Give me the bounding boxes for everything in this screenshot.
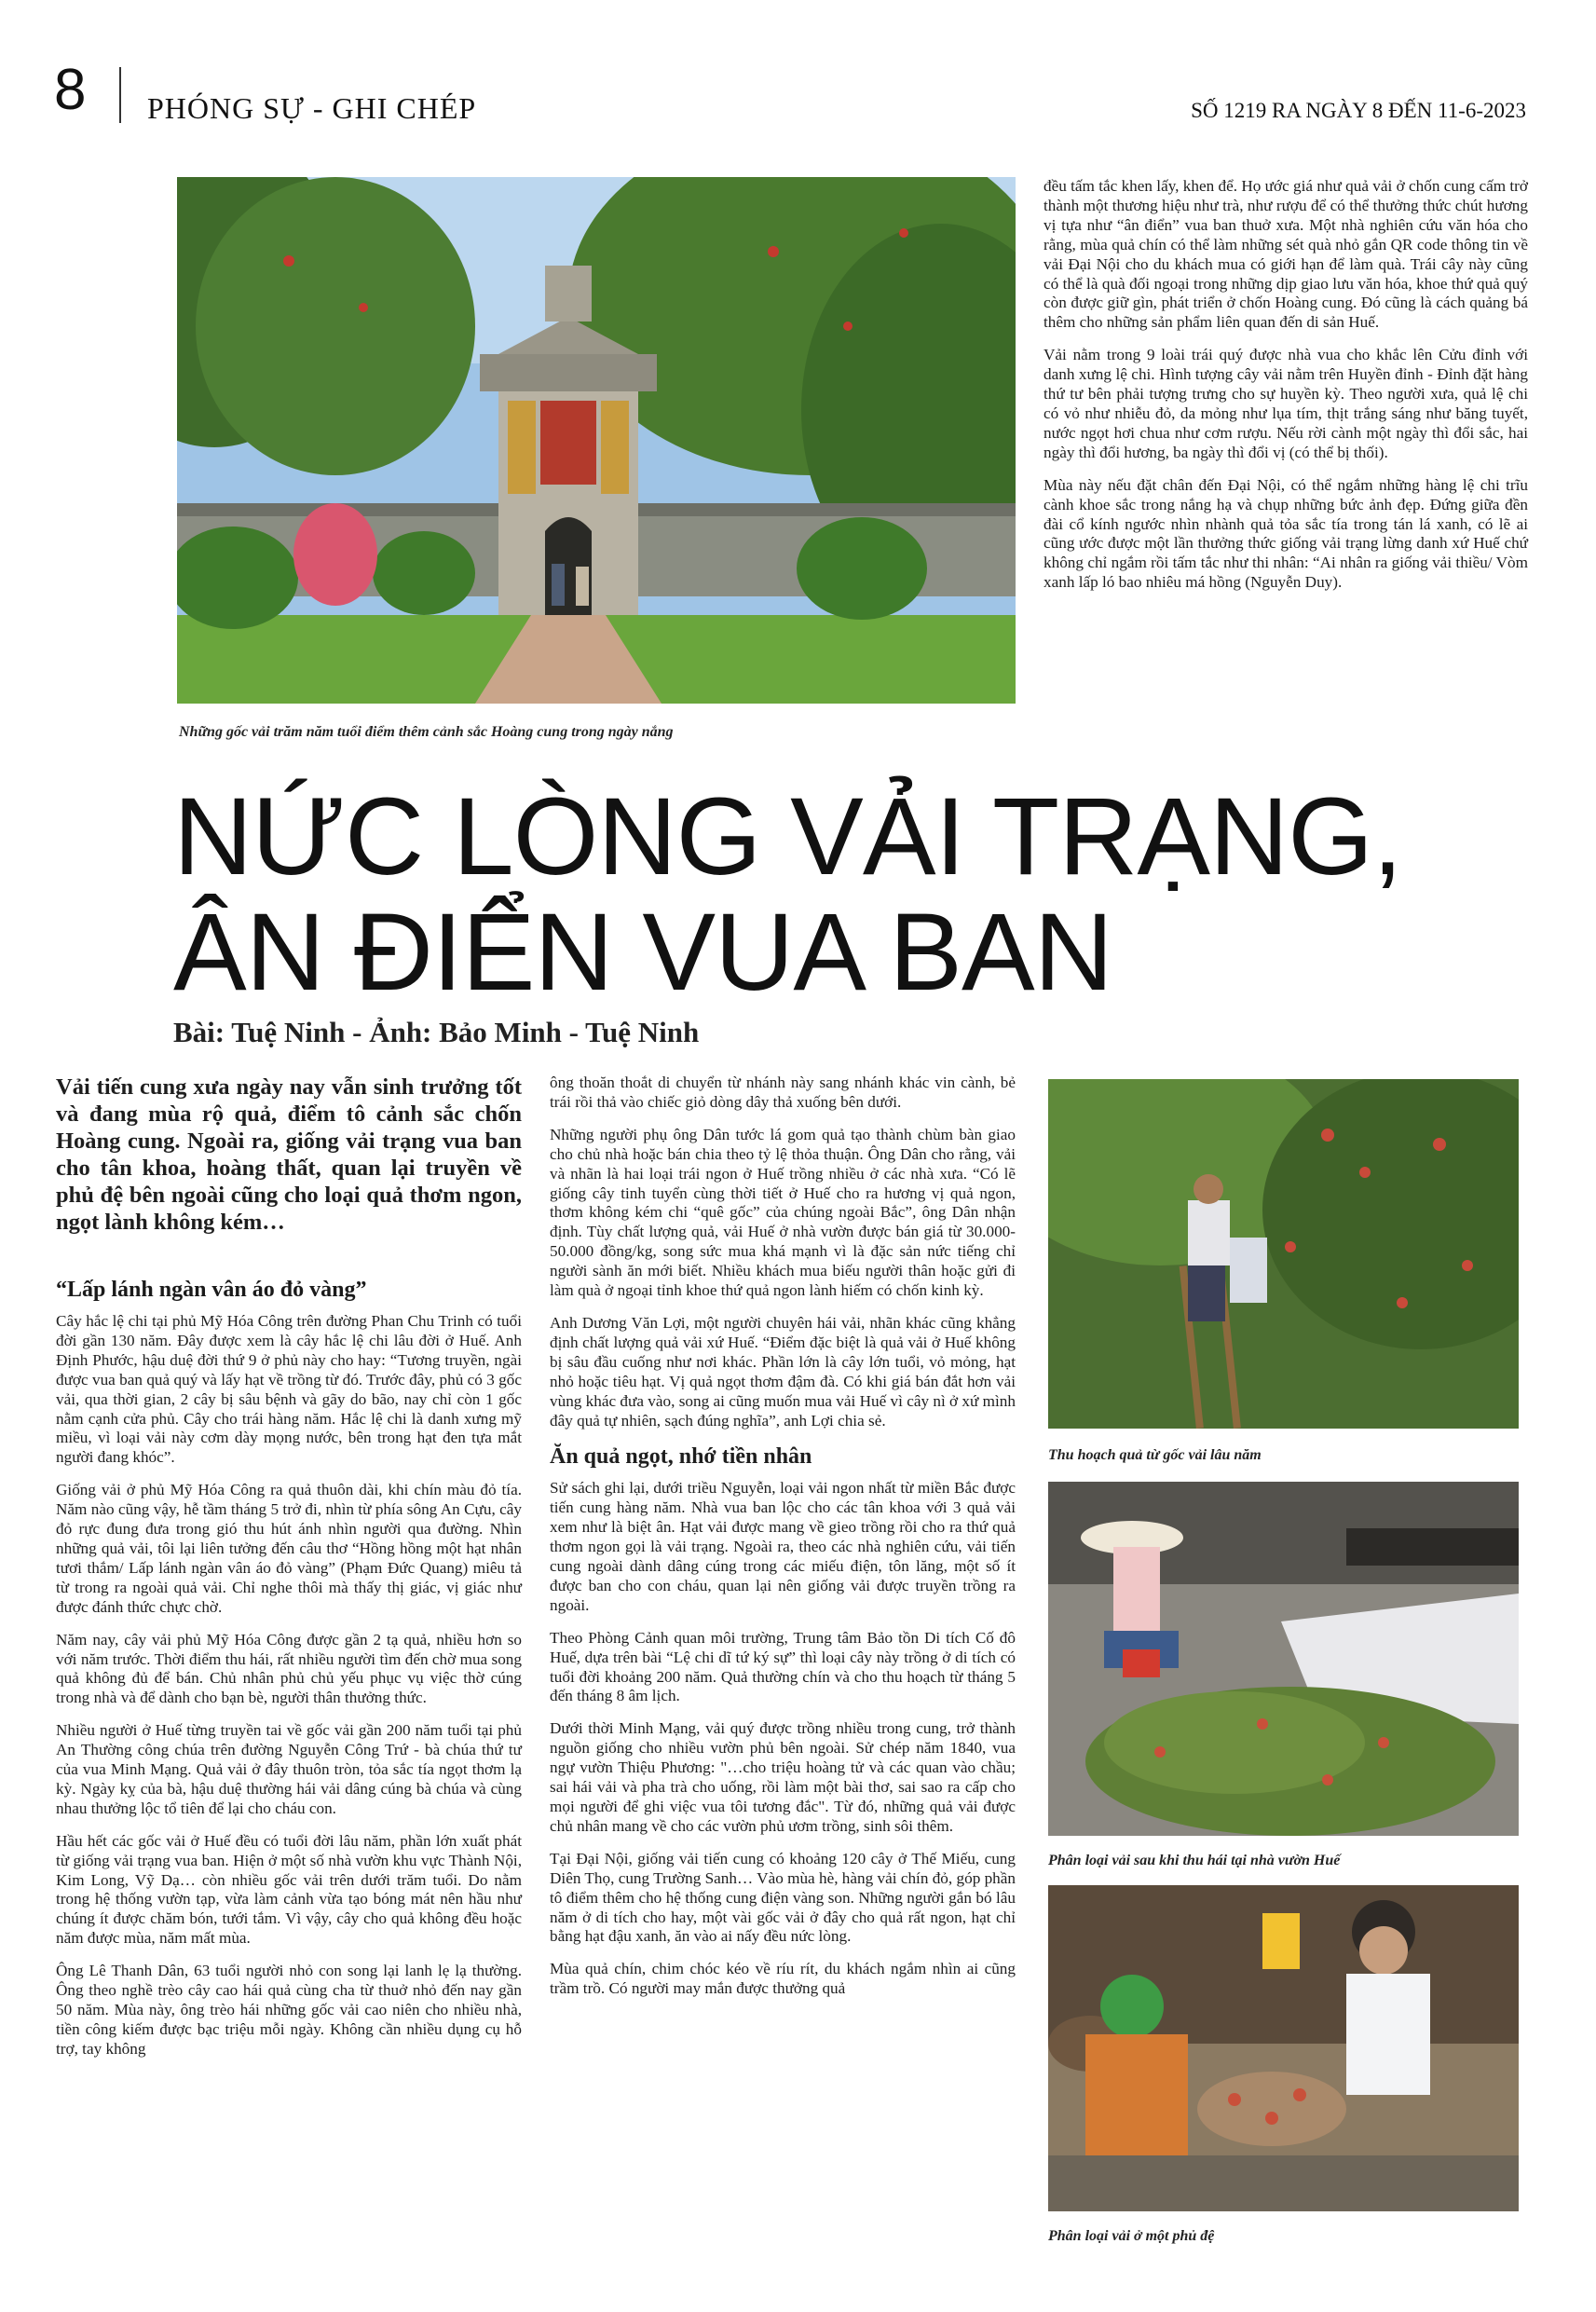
photo-harvest-caption: Thu hoạch quả từ gốc vải lâu năm [1048,1447,1262,1463]
photo-mansion-caption: Phân loại vải ở một phủ đệ [1048,2228,1215,2244]
paragraph: Sử sách ghi lại, dưới triều Nguyễn, loại vải ngon nhất từ miền Bắc được tiến cung hàng năm. Nhà vua ban lộc cho các tân khoa với 3 quả vải xem như là biệt ân. Hạt vải được mang về gieo trồng rồi cho ra thứ quả thơm ngon gọi là vải trạng. Ngoài ra, theo các nhà nghiên cứu, vải tiến cung ngoài dành dâng cúng trong các miếu điện, tôn lăng, một số ít được ban cho con cháu, quan lại nên giống vải được truyền trồng ra ngoài. [550,1479,1016,1614]
paragraph: Theo Phòng Cảnh quan môi trường, Trung tâm Bảo tồn Di tích Cố đô Huế, dựa trên bài “Lệ chi dĩ tứ ký sự” thì loại cây này trồng ở di tích có tuổi đời khoảng 200 năm. Quả thường chín và cho thu hoạch từ tháng 5 đến tháng 8 âm lịch. [550,1628,1016,1705]
paragraph: Vải nằm trong 9 loài trái quý được nhà vua cho khắc lên Cửu đỉnh với danh xưng lệ chi. Hình tượng cây vải nằm trên Huyền đỉnh - Đỉnh đặt hàng thứ tư bên phải tượng trưng cho sự huyền kỳ. Theo người xưa, quả lệ chi có vỏ như nhiễu đỏ, da mỏng như lụa tím, thịt trắng sáng như băng tuyết, nước ngọt hơi chua như cơm rượu. Nếu rời cành một ngày thì đổi sắc, hai ngày thì đổi hương, ba ngày thì đổi vị (có thể bị thối). [1044,346,1528,461]
subhead-2: Ăn quả ngọt, nhớ tiền nhân [550,1444,812,1470]
paragraph: Giống vải ở phủ Mỹ Hóa Công ra quả thuôn dài, khi chín màu đỏ tía. Năm nào cũng vậy, hễ tầm tháng 5 trở đi, nhìn từ phía sông An Cựu, cây đỏ rực đung đưa trong gió thu hút ánh nhìn người qua đường. Nhìn những quả vải, tôi lại liên tưởng đến câu thơ “Hồng hồng một hạt nhân tươi thắm/ Lấp lánh ngàn vân áo đỏ vàng” (Phạm Đức Quang) miêu tả từ trong ra ngoài quả vải. Chỉ nghe thôi mà thấy thị giác, vị giác như được đánh thức chực chờ. [56,1481,522,1616]
top-photo-caption: Những gốc vải trăm năm tuổi điểm thêm cảnh sắc Hoàng cung trong ngày nắng [179,724,674,740]
header-divider [119,67,121,123]
paragraph: Dưới thời Minh Mạng, vải quý được trồng nhiều trong cung, trở thành nguồn giống cho nhiều vườn phủ bên ngoài. Sử chép năm 1840, vua ngự vườn Thiệu Phương: "…cho triệu hoàng tử và các quan vào chầu; sai hái vải và pha trà cho uống, rồi làm một bài thơ, sai sao ra cấp cho mọi người để ghi việc vua tôi tương đắc". Từ đó, những quả vải được chủ nhân mang về cho các vườn phủ ươm trồng, sinh sôi thêm. [550,1719,1016,1835]
section-title: PHÓNG SỰ - GHI CHÉP [147,91,477,125]
paragraph: đều tấm tắc khen lấy, khen để. Họ ước giá như quả vải ở chốn cung cấm trở thành một thương hiệu như trà, như rượu để có thể thưởng thức chút hương vị tựa như “ân điển” vua ban thuở xưa. Một nhà nghiên cứu văn hóa cho rằng, mùa quả chín có thể làm những sét quà nhỏ gắn QR code thông tin về vải Đại Nội cho du khách mua có giới hạn để làm quà. Trái cây này cũng có thể là quà đối ngoại trong những dịp giao lưu văn hóa, khoe thứ quả quý còn được giữ gìn, phát triển ở chốn Hoàng cung. Đó cũng là cách quảng bá thêm cho những sản phẩm liên quan đến di sản Huế. [1044,177,1528,332]
paragraph: Cây hắc lệ chi tại phủ Mỹ Hóa Công trên đường Phan Chu Trinh có tuổi đời gần 130 năm. Đây được xem là cây hắc lệ chi lâu đời ở Huế. Anh Định Phước, hậu duệ đời thứ 9 ở phủ này cho hay: “Tương truyền, ngài được vua ban quả quý và lấy hạt về trồng từ đó. Trước đây, phủ có 3 gốc vải, qua thời gian, 2 cây bị sâu bệnh và gãy do bão, nay chỉ còn 1 gốc nằm cạnh cửa phủ. Cây cho trái hàng năm. Hắc lệ chi là danh xưng mỹ miều, vì loại vải này cơm dày mọng nước, bên trong hạt đen tựa mắt người đang khóc”. [56,1312,522,1467]
paragraph: Tại Đại Nội, giống vải tiến cung có khoảng 120 cây ở Thế Miếu, cung Diên Thọ, cung Trường Sanh… Vào mùa hè, hàng vải chín đỏ, góp phần tô điểm thêm cho hệ thống cung điện vàng son. Những người gắn bó lâu năm ở di tích cho hay, một vài gốc vải ở đây cho quả rất ngon, hạt chỉ bằng hạt đậu xanh, ăn vào ai nấy đều nức lòng. [550,1849,1016,1946]
photo-sorting-caption: Phân loại vải sau khi thu hái tại nhà vườn Huế [1048,1853,1341,1868]
photo-harvest [1048,1079,1519,1429]
photo-sorting [1048,1482,1519,1836]
paragraph: Hầu hết các gốc vải ở Huế đều có tuổi đời lâu năm, phần lớn xuất phát từ giống vải trạng vua ban. Hiện ở một số nhà vườn khu vực Thành Nội, Kim Long, Vỹ Dạ… còn nhiều gốc vải trên dưới trăm tuổi. Do nằm trong hệ thống vườn tạp, vừa làm cảnh vừa tạo bóng mát nên hầu như chúng ít được chăm bón, tưới tắm. Vì vậy, cây cho quả không đều hoặc năm được mùa, năm mất mùa. [56,1831,522,1948]
column-2 [550,1074,1016,2012]
paragraph: ông thoăn thoắt di chuyển từ nhánh này sang nhánh khác vin cành, bẻ trái rồi thả vào chiếc giỏ dòng dây thả xuống bên dưới. [550,1074,1016,1111]
paragraph: Mùa quả chín, chim chóc kéo về ríu rít, du khách ngắm nhìn ai cũng trầm trồ. Có người may mắn được thưởng quả [550,1960,1016,1998]
photo-mansion [1048,1885,1519,2211]
top-photo [177,177,1016,704]
column-1 [56,1074,522,2073]
paragraph: Ông Lê Thanh Dân, 63 tuổi người nhỏ con song lại lanh lẹ lạ thường. Ông theo nghề trèo cây cao hái quả cùng cha từ thuở nhỏ đến nay gần 50 năm. Mùa này, ông trèo hái những gốc vải cao niên cho nhiều nhà, tiền công kiếm được bạc triệu mỗi ngày. Không cần nhiều dụng cụ hỗ trợ, tay không [56,1962,522,2058]
top-right-column [1044,177,1528,606]
page-number: 8 [54,58,87,122]
issue-info: SỐ 1219 RA NGÀY 8 ĐẾN 11-6-2023 [1191,99,1526,122]
title-line-2: ÂN ĐIỂN VUA BAN [173,891,1112,1014]
paragraph: Mùa này nếu đặt chân đến Đại Nội, có thể ngắm những hàng lệ chi trĩu cành khoe sắc trong nắng hạ và chụp những bức ảnh đẹp. Đứng giữa đền đài cổ kính ngước nhìn nhành quả tỏa sắc tía trong tán lá xanh, có lẽ ai cũng ước được một lần thưởng thức giống vải trạng lừng danh xứ Huế chứ không chỉ ngắm rồi tấm tắc như thi nhân: “Ai nhân ra giống vải thiều/ Vòm xanh lấp ló bao nhiêu má hồng (Nguyễn Duy). [1044,475,1528,592]
paragraph: Anh Dương Văn Lợi, một người chuyên hái vải, nhãn khác cũng khẳng định chất lượng quả vải xứ Huế. “Điểm đặc biệt là quả vải ở Huế không bị sâu đầu cuống như nơi khác. Phần lớn là cây lớn tuổi, vỏ mỏng, hạt nhỏ hoặc tiêu hạt. Vị quả ngọt thơm đậm đà. Có khi giá bán đắt hơn vải vùng khác đưa vào, song ai cũng muốn mua vải Huế vì cây nì ở xứ mình đây quả tự nhiên, sạch đúng nghĩa”, anh Lợi chia sẻ. [550,1313,1016,1430]
paragraph: Năm nay, cây vải phủ Mỹ Hóa Công được gần 2 tạ quả, nhiều hơn so với năm trước. Thời điểm thu hái, rất nhiều người tìm đến chờ mua song quả không đủ để bán. Chủ nhân phủ chủ yếu phục vụ việc thờ cúng trong nhà và để dành cho bạn bè, người thân thưởng thức. [56,1630,522,1707]
subhead-1: “Lấp lánh ngàn vân áo đỏ vàng” [56,1278,367,1302]
article-title [173,775,1402,1014]
byline: Bài: Tuệ Ninh - Ảnh: Bảo Minh - Tuệ Ninh [173,1016,700,1048]
lead-paragraph: Vải tiến cung xưa ngày nay vẫn sinh trưởng tốt và đang mùa rộ quả, điểm tô cảnh sắc chốn Hoàng cung. Ngoài ra, giống vải trạng vua ban cho tân khoa, hoàng thất, quan lại truyền về phủ đệ bên ngoài cũng cho loại quả thơm ngon, ngọt lành không kém… [56,1074,522,1235]
title-line-1: NỨC LÒNG VẢI TRẠNG, [173,775,1402,898]
paragraph: Nhiều người ở Huế từng truyền tai về gốc vải gần 200 năm tuổi tại phủ An Thường công chúa trên đường Nguyễn Công Trứ - bà chúa thứ tư của vua Minh Mạng. Quả vải ở đây thuôn tròn, tỏa sắc tía ngọt thơm lạ kỳ. Ngày kỵ của bà, hậu duệ thường hái vải dâng cúng bà chúa và cùng nhau thưởng lộc tổ tiên để lại cho cháu con. [56,1721,522,1817]
paragraph: Những người phụ ông Dân tước lá gom quả tạo thành chùm bàn giao cho chủ nhà hoặc bán chia theo tỷ lệ thỏa thuận. Ông Dân cho rằng, vải và nhãn là hai loại trái ngon ở Huế trồng nhiều ở các nhà xưa. “Có lẽ giống cây tinh tuyển cùng thời tiết ở Huế cho ra hương vị quả ngon, thơm không kém chi “quê gốc” của chúng ngoài Bắc”, ông Dân nhận định. Tùy chất lượng quả, vải Huế ở nhà vườn được bán giá từ 30.000-50.000 đồng/kg, song sức mua khá mạnh vì là đặc sản nức tiếng chỉ người sành ăn mới biết. Nhiều khách mua biếu người thân hoặc gửi đi làm quà ở ngoại tỉnh khoe thứ quả ngon lành hiếm có chốn kinh kỳ. [550,1125,1016,1300]
